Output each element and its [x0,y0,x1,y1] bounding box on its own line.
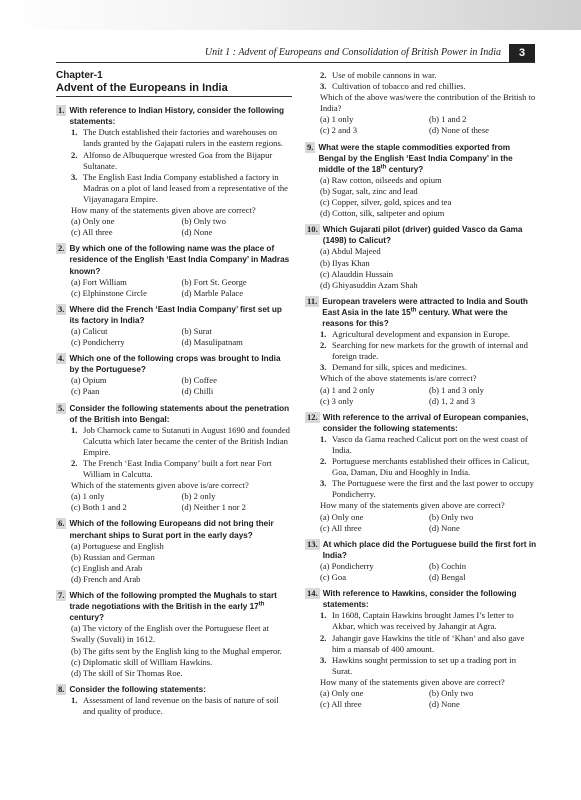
option-a: (a) 1 only [320,114,354,125]
option-c: (c) Alauddin Hussain [320,268,394,279]
question-number: 7. [58,590,65,601]
option-b: (b) Cochin [429,560,466,571]
question-12: 12. With reference to the arrival of European companies, consider the following statements: 1. Vasco da Gama reached Calicut port on the west coast of India. 2. Portuguese merchants established their offices in Calicut, Goa, Daman, Diu and Hooghly in India. 3. The Portuguese were the first and the last power to occupy Pondicherry. How many of the statements given above are correct? (a) Only one (b) Only two (c) All three (d) None [305,412,538,534]
option-c: (c) Pondicherry [71,337,125,348]
option-b: (b) 1 and 2 [429,114,467,125]
chapter-title: Advent of the Europeans in India [56,83,292,97]
option-b: (b) Only two [429,687,474,698]
option-a: (a) 1 and 2 only [320,384,375,395]
option-c: (c) All three [320,699,362,710]
question-1: 1. With reference to Indian History, consider the following statements: 1. The Dutch established their factories and warehouses on lands granted by the Gajapati rulers in the eastern regions. 2. Alfonso de Albuquerque wrested Goa from the Bijapur Sultanate. 3. The English East India Company established a factory in Madras on a plot of land leased from a representative of the Vijayanagara Empire. How many of the statements given above are correct? (a) Only one (b) Only two (c) All three (d) None [56,105,292,238]
question-number: 14. [307,588,318,599]
option-a: (a) Pondicherry [320,560,374,571]
question-number: 11. [307,295,318,306]
statement: Alfonso de Albuquerque wrested Goa from the Bijapur Sultanate. [83,149,273,171]
question-number: 4. [58,353,65,364]
question-5: 5. Consider the following statements about the penetration of the British into Bengal: 1. Job Charnock came to Sutanuti in August 1690 and founded Calcutta which later became the center of the British Indian Empire. 2. The French ‘East India Company’ built a fort near Fort William in Calcutta. Which of the statements given above is/are correct? (a) 1 only (b) 2 only (c) Both 1 and 2 (d) Neither 1 nor 2 [56,403,292,514]
option-d: (d) Masulipatnam [181,337,243,348]
question-number: 8. [58,683,65,694]
question-text: Which Gujarati pilot (driver) guided Vasco da Gama (1498) to Calicut? [322,225,523,246]
option-d: (d) None of these [429,125,489,136]
option-d: (d) Marble Palace [181,287,244,298]
option-c: (c) All three [320,522,362,533]
question-text: European travelers were attracted to India and South East Asia in the late 15th century. What were the reasons for this? [322,296,528,328]
question-number: 2. [58,243,65,254]
question-14: 14. With reference to Hawkins, consider the following statements: 1. In 1608, Captain Hawkins brought James I’s letter to Akbar, which was received by Jahangir at Agra. 2. Jahangir gave Hawkins the title of ‘Khan’ and also gave him a mansab of 400 amount. 3. Hawkins sought permission to set up a trading port in Surat. How many of the statements given above are correct? (a) Only one (b) Only two (c) All three (d) None [305,588,538,710]
question-text: With reference to Indian History, consider the following statements: [69,106,284,127]
question-9 [305,142,538,220]
question-11: 11. European travelers were attracted to India and South East Asia in the late 15th century. What were the reasons for this? 1. Agricultural development and expansion in Europe. 2. Searching for new markets for the growth of internal and foreign trade. 3. Demand for silk, spices and medicines. Which of the above statements is/are correct? (a) 1 and 2 only (b) 1 and 3 only (c) 3 only (d) 1, 2 and 3 [305,296,538,407]
question-number: 13. [307,538,318,549]
running-header [56,46,535,63]
option-c: (c) 3 only [320,395,354,406]
question-2 [56,243,292,298]
option-b: (b) Coffee [181,375,217,386]
question-text: With reference to Hawkins, consider the following statements: [322,589,517,610]
option-b: (b) Only two [181,216,226,227]
question-number: 3. [58,303,65,314]
option-c: (c) Copper, silver, gold, spices and tea [320,197,452,208]
question-text: Where did the French ‘East India Company’ first set up its factory in India? [69,304,282,325]
statement: Vasco da Gama reached Calicut port on the west coast of India. [332,433,528,455]
option-a: (a) Only one [71,216,115,227]
question-text: What were the staple commodities exported from Bengal by the English ‘East India Company’ in the middle of the 18th century? [318,142,513,174]
statement: Demand for silk, spices and medicines. [332,362,467,373]
option-d: (d) Ghiyasuddin Azam Shah [320,279,418,290]
option-d: (d) None [181,227,213,238]
chapter-label: Chapter-1 [56,70,103,81]
option-d: (d) Neither 1 nor 2 [181,502,246,513]
option-c: (c) Diplomatic skill of William Hawkins. [71,656,213,667]
option-d: (d) Chilli [181,386,214,397]
option-d: (d) The skill of Sir Thomas Roe. [71,667,183,678]
question-text: At which place did the Portuguese build the first fort in India? [322,539,537,560]
option-b: (b) The gifts sent by the English king to the Mughal emperor. [71,645,282,656]
option-c: (c) All three [71,227,113,238]
statement: The Portuguese were the first and the last power to occupy Pondicherry. [332,478,534,500]
top-gradient-band [0,0,581,30]
option-c: (c) English and Arab [71,562,143,573]
question-prompt: Which of the statements given above is/are correct? [71,480,249,491]
question-text: Consider the following statements: [69,684,206,694]
page-number: 3 [509,44,535,62]
right-column [305,70,538,715]
statement: Assessment of land revenue on the basis of nature of soil and quality of produce. [83,694,279,716]
option-b: (b) 1 and 3 only [429,384,484,395]
option-a: (a) Only one [320,687,364,698]
question-text: With reference to the arrival of European companies, consider the following statements: [322,412,529,433]
option-c: (c) Goa [320,572,347,583]
question-text: Which one of the following crops was brought to India by the Portuguese? [69,354,281,375]
option-b: (b) 2 only [181,491,216,502]
question-8: 8. Consider the following statements: 1. Assessment of land revenue on the basis of nature of soil and quality of produce. [56,684,292,717]
option-a: (a) The victory of the English over the Portuguese fleet at Swally (Suvali) in 1612. [71,623,269,645]
unit-title: Unit 1 : Advent of Europeans and Consolidation of British Power in India [204,47,501,58]
option-b: (b) Surat [181,325,212,336]
option-a: (a) Calicut [71,325,108,336]
question-3 [56,304,292,348]
option-d: (d) Bengal [429,572,466,583]
option-c: (c) 2 and 3 [320,125,357,136]
question-number: 10. [307,224,318,235]
question-text: Which of the following prompted the Mughals to start trade negotiations with the British in the early 17th century? [69,591,277,623]
statement: Searching for new markets for the growth of internal and foreign trade. [332,340,528,362]
question-13 [305,539,538,583]
question-number: 6. [58,518,65,529]
question-prompt: Which of the above statements is/are correct? [320,373,477,384]
question-prompt: How many of the statements given above are correct? [320,500,505,511]
option-c: (c) Elphinstone Circle [71,287,147,298]
question-prompt: Which of the above was/were the contribution of the British to India? [320,92,536,114]
statement: Jahangir gave Hawkins the title of ‘Khan’ and also gave him a mansab of 400 amount. [332,632,525,654]
option-b: (b) Ilyas Khan [320,257,370,268]
option-a: (a) 1 only [71,491,105,502]
option-a: (a) Fort William [71,276,127,287]
statement: Hawkins sought permission to set up a trading port in Surat. [332,654,517,676]
option-c: (c) Paan [71,386,100,397]
question-number: 1. [58,105,65,116]
question-4 [56,353,292,397]
option-a: (a) Portuguese and English [71,540,164,551]
question-prompt: How many of the statements given above are correct? [71,205,256,216]
question-7 [56,590,292,679]
question-8-continued: 2. Use of mobile cannons in war. 3. Cultivation of tobacco and red chillies. Which of the above was/were the contribution of the British to India? (a) 1 only (b) 1 and 2 (c) 2 and 3 (d) None of these [305,70,538,137]
statement: The Dutch established their factories and warehouses on lands granted by the Gajapati rulers in the eastern regions. [83,127,283,149]
question-text: Consider the following statements about the penetration of the British into Bengal: [69,403,290,424]
left-column [56,70,292,722]
option-b: (b) Fort St. George [181,276,247,287]
option-a: (a) Opium [71,375,107,386]
question-number: 12. [307,411,318,422]
option-b: (b) Russian and German [71,551,155,562]
option-c: (c) Both 1 and 2 [71,502,127,513]
statement: Use of mobile cannons in war. [332,70,437,80]
question-number: 5. [58,402,65,413]
statement: The English East India Company established a factory in Madras on a plot of land leased from a representative of the Vijayanagara Empire. [83,171,288,204]
statement: Portuguese merchants established their offices in Calicut, Goa, Daman, Diu and Hooghly in India. [332,456,530,478]
option-d: (d) French and Arab [71,573,141,584]
question-number: 9. [307,141,314,152]
option-a: (a) Only one [320,511,364,522]
option-b: (b) Only two [429,511,474,522]
option-a: (a) Raw cotton, oilseeds and opium [320,174,442,185]
option-d: (d) None [429,699,460,710]
statement: In 1608, Captain Hawkins brought James I’s letter to Akbar, which was received by Jahangir at Agra. [332,610,514,632]
question-6 [56,518,292,585]
option-d: (d) None [429,522,460,533]
question-text: By which one of the following name was the place of residence of the English ‘East India Company’ in Madras known? [69,244,290,276]
question-prompt: How many of the statements given above are correct? [320,676,505,687]
option-a: (a) Abdul Majeed [320,246,381,257]
statement: Job Charnock came to Sutanuti in August 1690 and founded Calcutta which later became the center of the British Indian Empire. [83,424,290,457]
question-10 [305,224,538,291]
statement: Cultivation of tobacco and red chillies. [332,81,466,92]
option-d: (d) Cotton, silk, saltpeter and opium [320,208,445,219]
question-text: Which of the following Europeans did not bring their merchant ships to Surat port in the early days? [69,519,274,540]
statement: Agricultural development and expansion in Europe. [332,329,511,340]
option-d: (d) 1, 2 and 3 [429,395,476,406]
statement: The French ‘East India Company’ built a fort near Fort William in Calcutta. [83,458,272,480]
option-b: (b) Sugar, salt, zinc and lead [320,185,418,196]
